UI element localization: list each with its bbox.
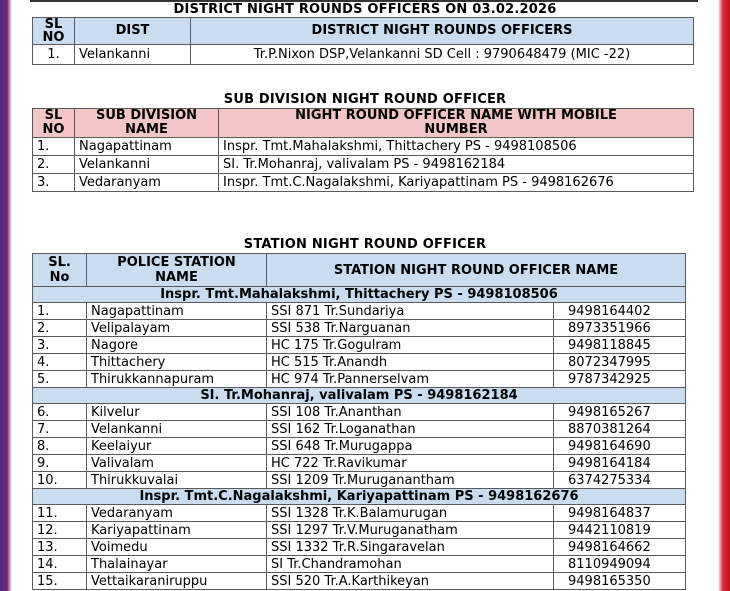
officer-cell: Inspr. Tmt.C.Nagalakshmi, Kariyapattinam PS - 9498162676 [219, 174, 694, 192]
police-station-cell: Keelaiyur [87, 438, 267, 455]
station-header-row [33, 254, 686, 287]
officer-cell: SSI 1332 Tr.R.Singaravelan [267, 539, 554, 556]
officer-cell: Tr.P.Nixon DSP,Velankanni SD Cell : 9790648479 (MIC -22) [191, 45, 694, 65]
mobile-cell: 9442110819 [554, 522, 686, 539]
officer-cell: SSI 648 Tr.Murugappa [267, 438, 554, 455]
subdivision-table [32, 108, 694, 192]
group-header-row [33, 489, 686, 505]
mobile-cell: 8110949094 [554, 556, 686, 573]
sl-cell: 2. [33, 320, 87, 337]
subdivision-header-name: SUB DIVISION NAME [75, 109, 219, 138]
table-row [33, 337, 686, 354]
district-title: DISTRICT NIGHT ROUNDS OFFICERS ON 03.02.2026 [173, 2, 557, 17]
officer-cell: HC 974 Tr.Pannerselvam [267, 371, 554, 388]
table-row [33, 539, 686, 556]
district-table [32, 17, 694, 65]
officer-cell: Inspr. Tmt.Mahalakshmi, Thittachery PS - 9498108506 [219, 138, 694, 156]
sl-cell: 3. [33, 337, 87, 354]
subdivision-name-cell: Nagapattinam [75, 138, 219, 156]
officer-cell: HC 722 Tr.Ravikumar [267, 455, 554, 472]
table-row [33, 354, 686, 371]
dist-cell: Velankanni [75, 45, 191, 65]
police-station-cell: Nagore [87, 337, 267, 354]
station-header-ps: POLICE STATION NAME [87, 254, 267, 287]
sl-cell: 13. [33, 539, 87, 556]
sl-cell: 1. [33, 45, 75, 65]
police-station-cell: Voimedu [87, 539, 267, 556]
sl-cell: 2. [33, 156, 75, 174]
group-header-label: Inspr. Tmt.C.Nagalakshmi, Kariyapattinam PS - 9498162676 [33, 489, 686, 505]
table-row [33, 303, 686, 320]
mobile-cell: 9498164690 [554, 438, 686, 455]
officer-cell: SSI 1297 Tr.V.Muruganatham [267, 522, 554, 539]
subdivision-name-cell: Vedaranyam [75, 174, 219, 192]
subdivision-header-officer: NIGHT ROUND OFFICER NAME WITH MOBILE NUMBER [219, 109, 694, 138]
officer-cell: SI Tr.Chandramohan [267, 556, 554, 573]
station-table [32, 253, 686, 590]
table-row [33, 556, 686, 573]
mobile-cell: 9498164184 [554, 455, 686, 472]
officer-cell: SSI 1328 Tr.K.Balamurugan [267, 505, 554, 522]
sl-cell: 8. [33, 438, 87, 455]
table-row [33, 505, 686, 522]
mobile-cell: 9498164662 [554, 539, 686, 556]
table-row [33, 371, 686, 388]
officer-cell: SSI 162 Tr.Loganathan [267, 421, 554, 438]
sl-cell: 5. [33, 371, 87, 388]
table-row [33, 156, 694, 174]
table-row [33, 455, 686, 472]
mobile-cell: 9498118845 [554, 337, 686, 354]
officer-cell: SSI 108 Tr.Ananthan [267, 404, 554, 421]
table-row [33, 320, 686, 337]
police-station-cell: Thittachery [87, 354, 267, 371]
officer-cell: HC 175 Tr.Gogulram [267, 337, 554, 354]
sl-cell: 1. [33, 303, 87, 320]
sl-cell: 14. [33, 556, 87, 573]
table-row [33, 522, 686, 539]
table-row [33, 472, 686, 489]
officer-cell: SSI 520 Tr.A.Karthikeyan [267, 573, 554, 590]
officer-cell: SSI 871 Tr.Sundariya [267, 303, 554, 320]
mobile-cell: 9498165350 [554, 573, 686, 590]
police-station-cell: Valivalam [87, 455, 267, 472]
mobile-cell: 6374275334 [554, 472, 686, 489]
right-border-decoration [718, 0, 730, 591]
group-header-row [33, 388, 686, 404]
sl-cell: 12. [33, 522, 87, 539]
mobile-cell: 9498164837 [554, 505, 686, 522]
officer-cell: HC 515 Tr.Anandh [267, 354, 554, 371]
mobile-cell: 8072347995 [554, 354, 686, 371]
mobile-cell: 9787342925 [554, 371, 686, 388]
table-row [33, 45, 694, 65]
table-row [33, 404, 686, 421]
police-station-cell: Vettaikaraniruppu [87, 573, 267, 590]
district-header-dist: DIST [75, 18, 191, 45]
group-header-label: Inspr. Tmt.Mahalakshmi, Thittachery PS - 9498108506 [33, 287, 686, 303]
district-header-sl: SL NO [33, 18, 75, 45]
sl-cell: 1. [33, 138, 75, 156]
sl-cell: 4. [33, 354, 87, 371]
police-station-cell: Vedaranyam [87, 505, 267, 522]
subdivision-title: SUB DIVISION NIGHT ROUND OFFICER [223, 92, 507, 107]
sl-cell: 15. [33, 573, 87, 590]
table-row [33, 438, 686, 455]
district-header-row [33, 18, 694, 45]
sl-cell: 11. [33, 505, 87, 522]
mobile-cell: 9498164402 [554, 303, 686, 320]
table-row [33, 421, 686, 438]
district-header-officers: DISTRICT NIGHT ROUNDS OFFICERS [191, 18, 694, 45]
sl-cell: 10. [33, 472, 87, 489]
station-header-sl: SL. No [33, 254, 87, 287]
mobile-cell: 8973351966 [554, 320, 686, 337]
officer-cell: SSI 1209 Tr.Muruganantham [267, 472, 554, 489]
police-station-cell: Velankanni [87, 421, 267, 438]
officer-cell: SSI 538 Tr.Narguanan [267, 320, 554, 337]
police-station-cell: Thalainayar [87, 556, 267, 573]
police-station-cell: Thirukkuvalai [87, 472, 267, 489]
sl-cell: 6. [33, 404, 87, 421]
sl-cell: 9. [33, 455, 87, 472]
police-station-cell: Velipalayam [87, 320, 267, 337]
table-row [33, 174, 694, 192]
mobile-cell: 9498165267 [554, 404, 686, 421]
mobile-cell: 8870381264 [554, 421, 686, 438]
group-header-row [33, 287, 686, 303]
police-station-cell: Nagapattinam [87, 303, 267, 320]
police-station-cell: Kariyapattinam [87, 522, 267, 539]
officer-cell: SI. Tr.Mohanraj, valivalam PS - 9498162184 [219, 156, 694, 174]
subdivision-header-sl: SL NO [33, 109, 75, 138]
police-station-cell: Kilvelur [87, 404, 267, 421]
police-station-cell: Thirukkannapuram [87, 371, 267, 388]
station-header-officer: STATION NIGHT ROUND OFFICER NAME [267, 254, 686, 287]
left-border-decoration [0, 0, 12, 591]
table-row [33, 573, 686, 590]
sl-cell: 7. [33, 421, 87, 438]
sl-cell: 3. [33, 174, 75, 192]
table-row [33, 138, 694, 156]
subdivision-header-row [33, 109, 694, 138]
subdivision-name-cell: Velankanni [75, 156, 219, 174]
group-header-label: SI. Tr.Mohanraj, valivalam PS - 9498162184 [33, 388, 686, 404]
station-title: STATION NIGHT ROUND OFFICER [243, 237, 487, 252]
